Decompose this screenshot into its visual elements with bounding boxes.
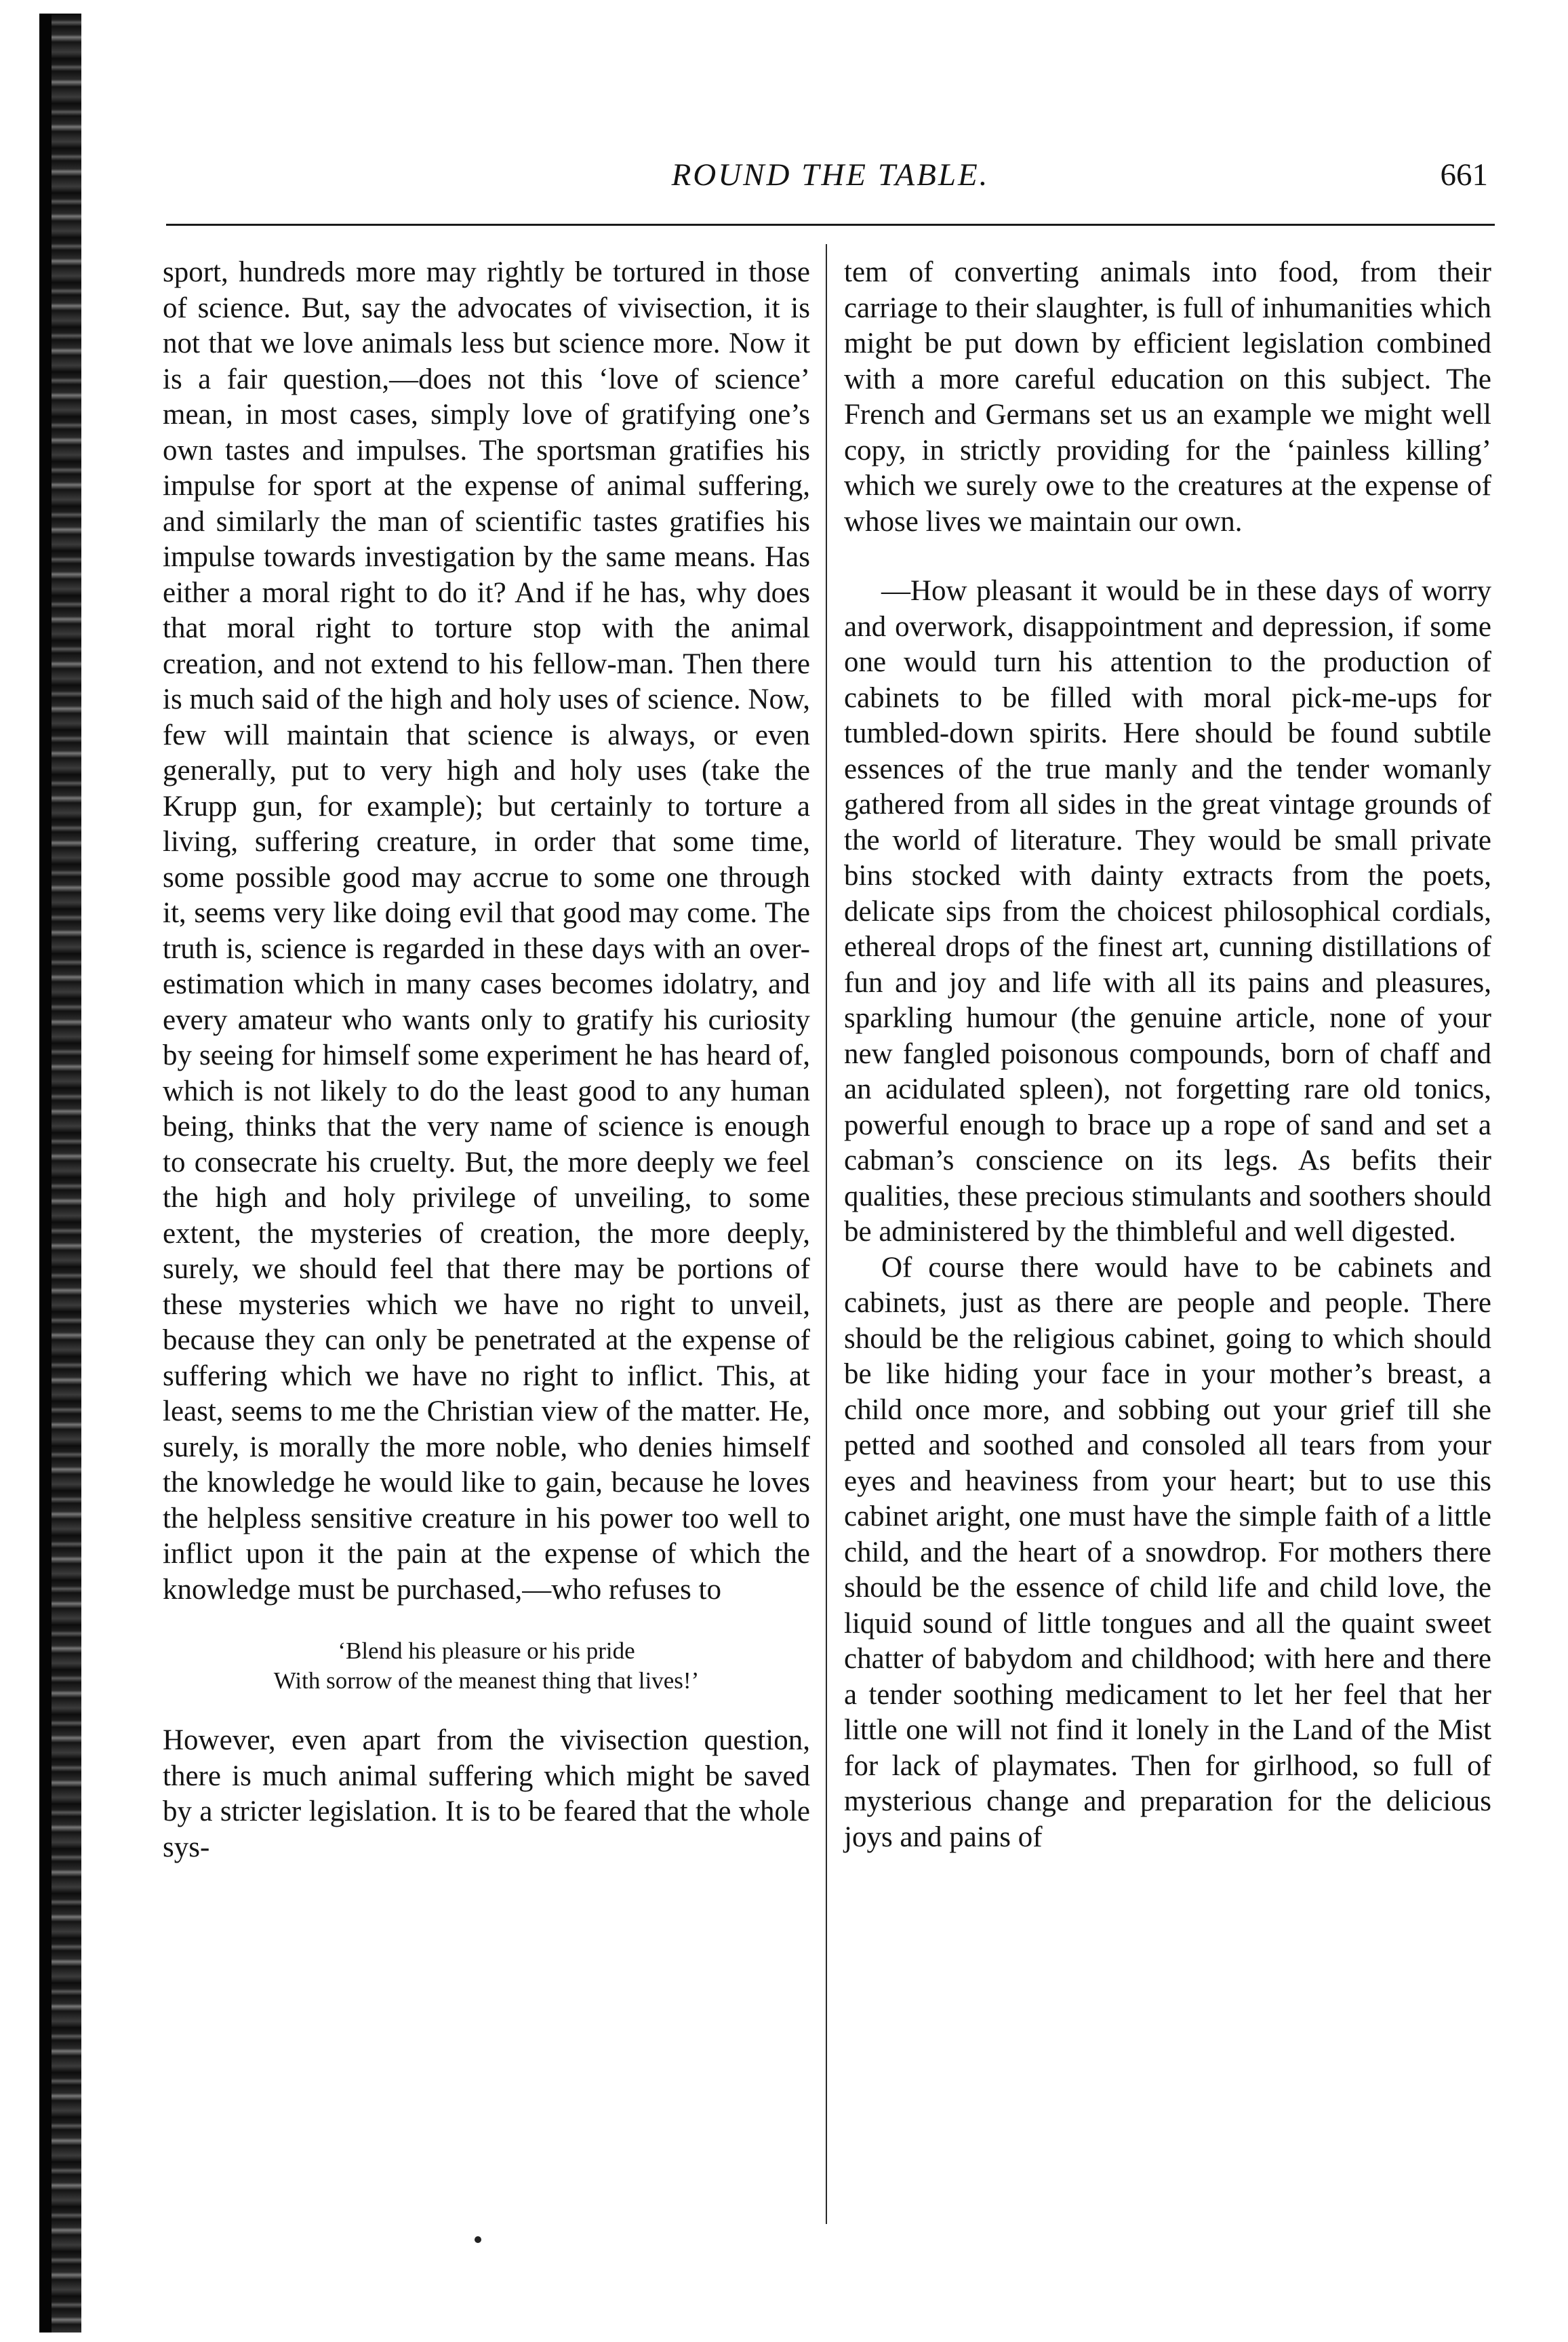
- right-paragraph-cabinets: —How pleasant it would be in these days of worry and overwork, disappointment and depression, if some one would turn his attention to the production of cabinets to be filled with moral pick-me-ups for tumbled-down spirits. Here should be found subtile essences of the true manly and the tender womanly gathered from all sides in the great vintage grounds of the world of literature. They would be small private bins stocked with dainty extracts from the poets, delicate sips from the choicest philosophical cordials, ethereal drops of the finest art, cunning distillations of fun and joy and life with all its pains and pleasures, sparkling humour (the genuine article, none of your new fangled poisonous compounds, born of chaff and an acidulated spleen), not forgetting rare old tonics, powerful enough to brace up a rope of sand and set a cabman’s conscience on its legs. As befits their qualities, these precious stimulants and soothers should be administered by the thimbleful and well digested.: [844, 575, 1491, 1248]
- verse-quotation: [163, 1636, 810, 1696]
- verse-line: With sorrow of the meanest thing that lives!’: [273, 1667, 700, 1694]
- left-column: [163, 255, 810, 1865]
- left-paragraph-vivisection: sport, hundreds more may rightly be tortured in those of science. But, say the advocates of vivisection, it is not that we love animals less but science more. Now it is a fair question,—does not this ‘love of science’ mean, in most cases, simply love of gratifying one’s own tastes and impulses. The sportsman gratifies his impulse for sport at the expense of animal suffering, and similarly the man of scientific tastes gratifies his impulse towards investigation by the same means. Has either a moral right to do it? And if he has, why does that moral right to torture stop with the animal creation, and not extend to his fellow-man. Then there is much said of the high and holy uses of science. Now, few will maintain that science is always, or even generally, put to very high and holy uses (take the Krupp gun, for example); but certainly to torture a living, suffering creature, in order that some time, some possible good may accrue to some one through it, seems very like doing evil that good may come. The truth is, science is regarded in these days with an over-estimation which in many cases becomes idolatry, and every amateur who wants only to gratify his curiosity by seeing for himself some experiment he has heard of, which is not likely to do the least good to any human being, thinks that the very name of science is enough to consecrate his cruelty. But, the more deeply we feel the high and holy privilege of unveiling, to some extent, the mysteries of creation, the more deeply, surely, we should feel that there may be portions of these mysteries which we have no right to unveil, because they can only be penetrated at the expense of suffering which we have no right to inflict. This, at least, seems to me the Christian view of the matter. He, surely, is morally the more noble, who denies himself the knowledge he would like to gain, because he loves the helpless sensitive creature in his power too well to inflict upon it the pain at the expense of which the knowledge must be purchased,—who refuses to: [163, 256, 810, 1606]
- column-divider: [826, 244, 827, 2224]
- page-number: 661: [1440, 157, 1488, 193]
- left-paragraph-legislation: However, even apart from the vivisection question, there is much animal suffering which might be saved by a stricter legislation. It is to be feared that the whole sys-: [163, 1724, 810, 1863]
- right-column: [844, 255, 1491, 1855]
- right-paragraph-cabinets-continued: Of course there would have to be cabinets and cabinets, just as there are people and people. There should be the religious cabinet, going to which should be like hiding your face in your mother’s breast, a child once more, and sobbing out your grief till she petted and soothed and consoled all tears from your eyes and heaviness from your heart; but to use this cabinet aright, one must have the simple faith of a little child, and the heart of a snowdrop. For mothers there should be the essence of child life and child love, the liquid sound of little tongues and all the quaint sweet chatter of babydom and childhood; with here and there a tender soothing medicament to let her feel that her little one will not find it lonely in the Land of the Mist for lack of playmates. Then for girlhood, so full of mysterious change and preparation for the delicious joys and pains of: [844, 1251, 1491, 1853]
- footer-dot: [475, 2236, 481, 2243]
- header-rule: [166, 224, 1495, 226]
- verse-line: ‘Blend his pleasure or his pride: [338, 1638, 635, 1664]
- page-binding-edge: [39, 14, 81, 2333]
- right-paragraph-food: tem of converting animals into food, from their carriage to their slaughter, is full of inhumanities which might be put down by efficient legislation combined with a more careful education on this subject. The French and Germans set us an example we might well copy, in strictly providing for the ‘painless killing’ which we surely owe to the creatures at the expense of whose lives we maintain our own.: [844, 256, 1491, 538]
- page-header: [166, 155, 1495, 209]
- running-title: ROUND THE TABLE.: [671, 157, 990, 193]
